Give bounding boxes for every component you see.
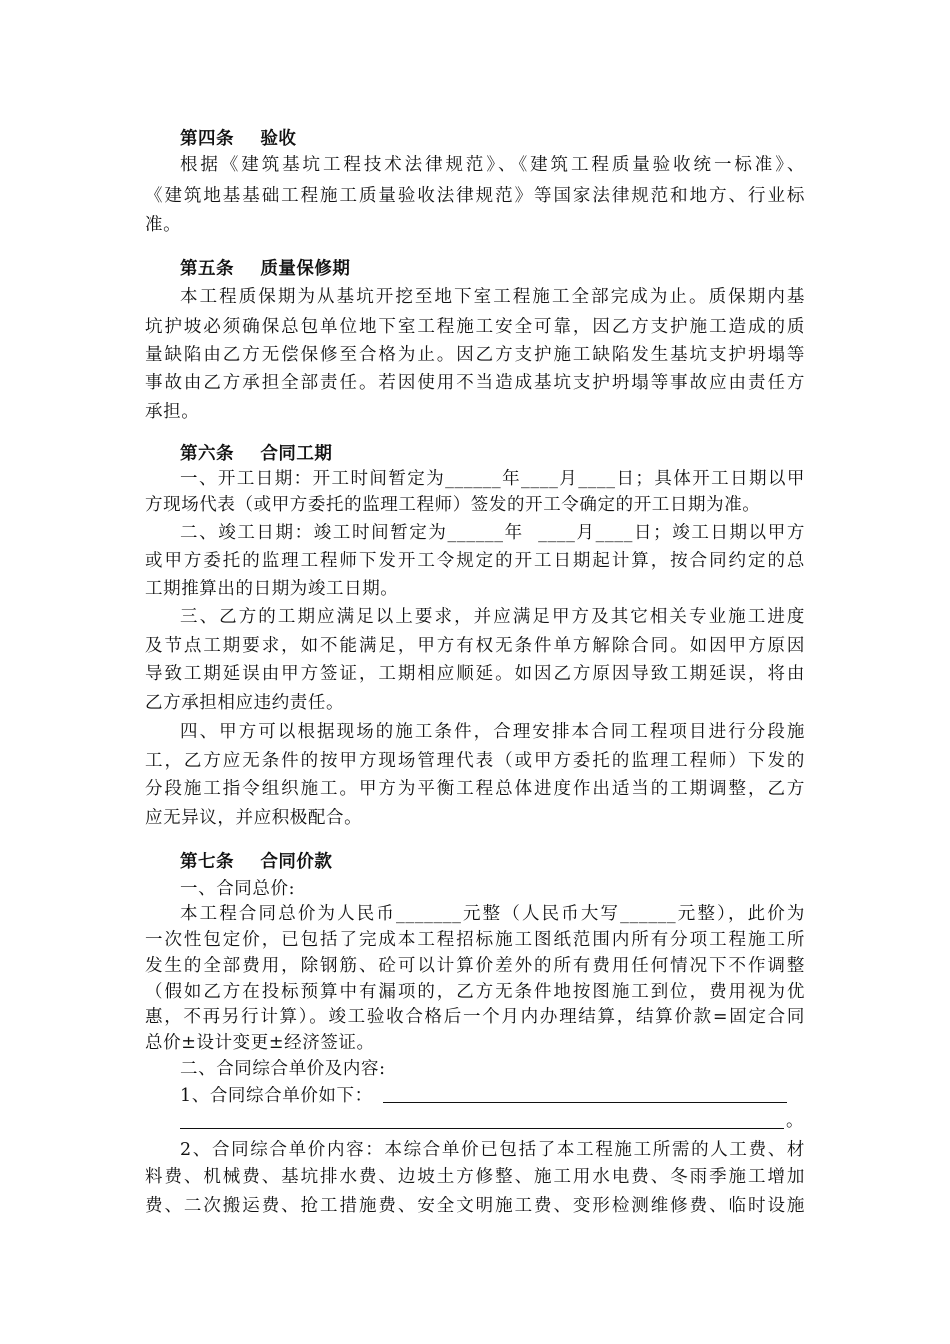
section-7-line: 。	[786, 1111, 805, 1131]
section-7-line: 总价±设计变更±经济签证。	[145, 1033, 375, 1053]
section-7-line: 一次性包定价，已包括了完成本工程招标施工图纸范围内所有分项工程施工所	[145, 930, 805, 950]
section-4-line: 准。	[145, 215, 182, 235]
section-6-line: 分段施工指令组织施工。甲方为平衡工程总体进度作出适当的工期调整，乙方	[145, 779, 805, 799]
section-7-line: 一、合同总价:	[180, 879, 296, 899]
section-7-line: 惠，不再另行计算）。竣工验收合格后一个月内办理结算，结算价款=固定合同	[145, 1007, 805, 1027]
section-6-line: 或甲方委托的监理工程师下发开工令规定的开工日期起计算，按合同约定的总	[145, 551, 805, 571]
section-5-line: 坑护坡必须确保总包单位地下室工程施工安全可靠，因乙方支护施工造成的质	[145, 317, 805, 337]
section-6-line: 及节点工期要求，如不能满足，甲方有权无条件单方解除合同。如因甲方原因	[145, 636, 805, 656]
section-7-line: 2、合同综合单价内容：本综合单价已包括了本工程施工所需的人工费、材	[180, 1140, 805, 1160]
section-6-line: 四、甲方可以根据现场的施工条件，合理安排本合同工程项目进行分段施	[180, 722, 805, 742]
section-5-line: 承担。	[145, 402, 200, 422]
section-4-line: 根据《建筑基坑工程技术法律规范》、《建筑工程质量验收统一标准》、	[180, 155, 805, 175]
section-5-heading: 第五条 质量保修期	[180, 259, 351, 279]
section-7-heading: 第七条 合同价款	[180, 852, 333, 872]
section-5-line: 本工程质保期为从基坑开挖至地下室工程施工全部完成为止。质保期内基	[180, 287, 805, 307]
section-6-line: 工期推算出的日期为竣工日期。	[145, 579, 399, 599]
unit-price-blank-line	[180, 1128, 784, 1129]
section-7-line: 费、二次搬运费、抢工措施费、安全文明施工费、变形检测维修费、临时设施	[145, 1196, 805, 1216]
section-7-line: 1、合同综合单价如下：	[180, 1086, 373, 1106]
section-7-line: 二、合同综合单价及内容:	[180, 1059, 386, 1079]
section-4-line: 《建筑地基基础工程施工质量验收法律规范》等国家法律规范和地方、行业标	[145, 186, 805, 206]
section-6-line: 二、竣工日期：竣工时间暂定为______年 ____月____日；竣工日期以甲方	[180, 523, 805, 543]
section-6-line: 方现场代表（或甲方委托的监理工程师）签发的开工令确定的开工日期为准。	[145, 495, 761, 515]
section-7-line: 发生的全部费用，除钢筋、砼可以计算价差外的所有费用任何情况下不作调整	[145, 956, 805, 976]
section-6-line: 工，乙方应无条件的按甲方现场管理代表（或甲方委托的监理工程师）下发的	[145, 751, 805, 771]
section-6-heading: 第六条 合同工期	[180, 444, 333, 464]
section-6-line: 乙方承担相应违约责任。	[145, 693, 345, 713]
section-6-line: 三、乙方的工期应满足以上要求，并应满足甲方及其它相关专业施工进度	[180, 607, 805, 627]
section-5-line: 事故由乙方承担全部责任。若因使用不当造成基坑支护坍塌等事故应由责任方	[145, 373, 805, 393]
section-6-line: 导致工期延误由甲方签证，工期相应顺延。如因乙方原因导致工期延误，将由	[145, 664, 805, 684]
section-7-line: 料费、机械费、基坑排水费、边坡土方修整、施工用水电费、冬雨季施工增加	[145, 1167, 805, 1187]
unit-price-blank-line	[383, 1102, 787, 1103]
section-7-line: 本工程合同总价为人民币_______元整（人民币大写______元整），此价为	[180, 904, 805, 924]
section-6-line: 一、开工日期：开工时间暂定为______年____月____日；具体开工日期以甲	[180, 469, 805, 489]
section-7-line: （假如乙方在投标预算中有漏项的，乙方无条件地按图施工到位，费用视为优	[145, 982, 805, 1002]
section-5-line: 量缺陷由乙方无偿保修至合格为止。因乙方支护施工缺陷发生基坑支护坍塌等	[145, 345, 805, 365]
section-4-heading: 第四条 验收	[180, 129, 297, 149]
section-6-line: 应无异议，并应积极配合。	[145, 808, 363, 828]
